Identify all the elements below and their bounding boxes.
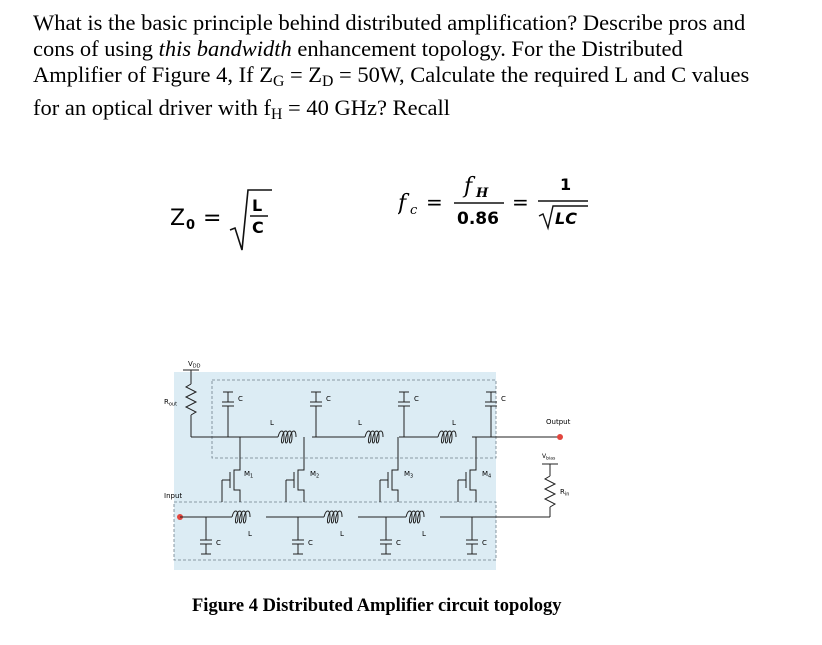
lc-term: LC [555, 209, 577, 228]
drain-c-label-4: C [501, 395, 506, 403]
output-terminal [557, 434, 563, 440]
numerator-one: 1 [560, 175, 572, 194]
fc-symbol: f [398, 191, 407, 216]
equals-sign: = [203, 206, 222, 231]
m2-label: $M_2$ [310, 470, 320, 480]
m4-label: $M_4$ [482, 470, 492, 480]
rout-label: $R_{out}$ [164, 398, 178, 408]
fh-symbol: f [464, 174, 473, 199]
formula-cutoff-frequency [398, 168, 608, 234]
gate-c-label-3: C [396, 539, 401, 547]
question-text [33, 10, 813, 128]
gate-c-label-2: C [308, 539, 313, 547]
rin-label: $R_{in}$ [560, 488, 570, 498]
gate-l-label-3: L [422, 530, 426, 538]
gate-c-label-1: C [216, 539, 221, 547]
distributed-amplifier-circuit [160, 352, 620, 577]
drain-l-label-3: L [452, 419, 456, 427]
fc-subscript: c [410, 203, 418, 218]
input-label: Input [164, 492, 183, 500]
drain-c-label-1: C [238, 395, 243, 403]
question-line-2: cons of using this bandwidth enhancement topology. For the Distributed [33, 36, 683, 61]
m1-label: $M_1$ [244, 470, 254, 480]
gate-c-label-4: C [482, 539, 487, 547]
equals-sign-2: = [512, 190, 529, 214]
denominator-c: C [252, 218, 264, 237]
drain-l-label-2: L [358, 419, 362, 427]
gate-l-label-2: L [340, 530, 344, 538]
z0-subscript: 0 [186, 218, 196, 233]
sqrt-sign-icon [230, 190, 272, 250]
formula-characteristic-impedance [150, 188, 280, 268]
vbias-label: $V_{bias}$ [542, 453, 556, 462]
vdd-label: $V_{DD}$ [188, 360, 201, 370]
output-label: Output [546, 418, 571, 426]
gate-l-label-1: L [248, 530, 252, 538]
z0-symbol: Z [170, 206, 186, 231]
equals-sign-1: = [426, 190, 443, 214]
fh-subscript: H [476, 186, 489, 201]
drain-c-label-2: C [326, 395, 331, 403]
rin-resistor-icon [545, 476, 555, 507]
figure-caption: Figure 4 Distributed Amplifier circuit topology [192, 596, 562, 616]
question-line-4: for an optical driver with $f_H = 40$ GHz? Recall [33, 94, 451, 123]
drain-c-label-3: C [414, 395, 419, 403]
question-line-3: Amplifier of Figure 4, If $Z_G = Z_D = 50W$, Calculate the required L and C values [33, 62, 750, 90]
m3-label: $M_3$ [404, 470, 414, 480]
drain-l-label-1: L [270, 419, 274, 427]
denominator-value: 0.86 [457, 209, 499, 229]
numerator-l: L [252, 196, 263, 215]
italic-phrase: this bandwidth [158, 36, 292, 61]
question-line-1: What is the basic principle behind distributed amplification? Describe pros and [33, 10, 746, 35]
